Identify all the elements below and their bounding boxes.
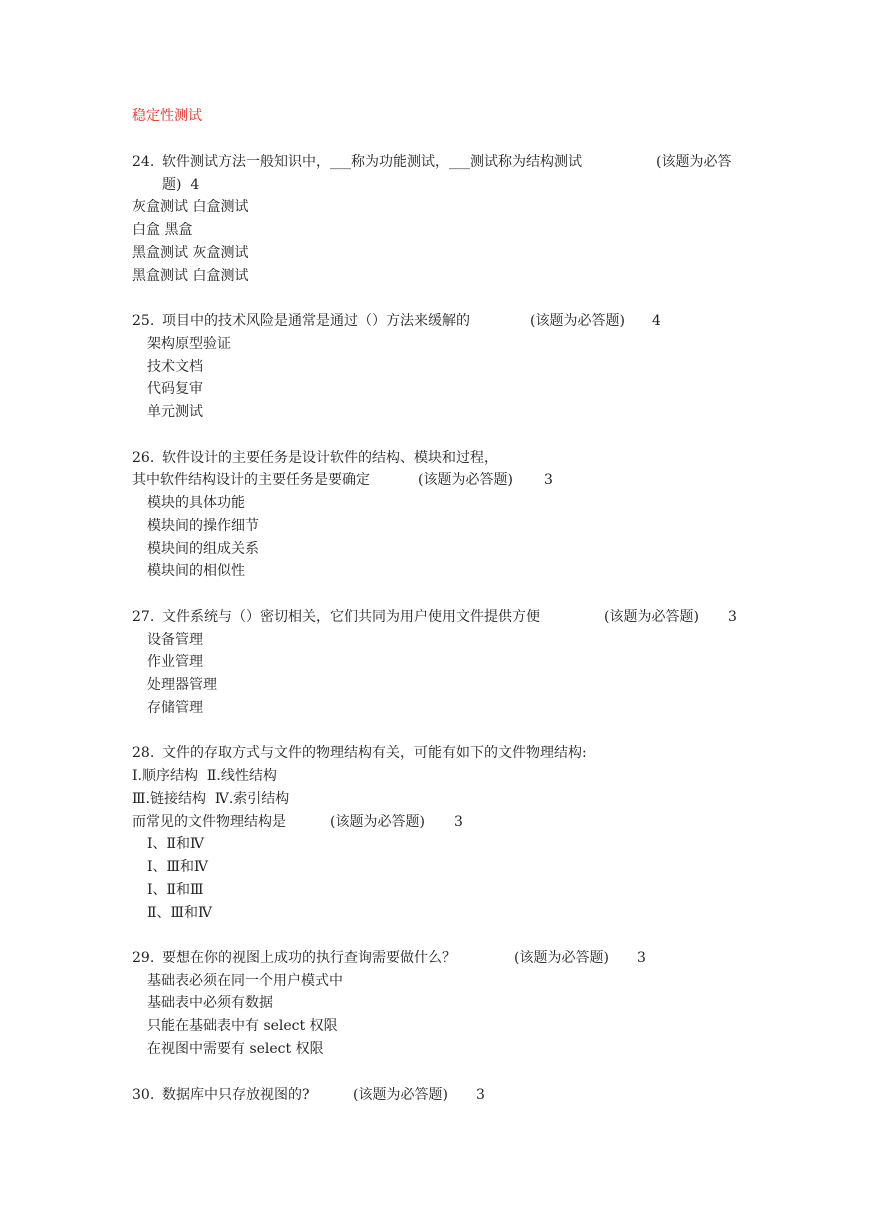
required-tag-continued: 题) 4 [162, 177, 200, 193]
previous-answer: 稳定性测试 [132, 108, 202, 124]
required-tag: (该题为必答题) [353, 1087, 448, 1103]
option: 单元测试 [147, 404, 203, 420]
option: 基础表必须在同一个用户模式中 [147, 973, 343, 989]
question-number: 27. [132, 609, 155, 625]
question-text-continued: 其中软件结构设计的主要任务是要确定 [132, 472, 370, 488]
option: 技术文档 [147, 359, 203, 375]
required-tag: (该题为必答题) [604, 609, 699, 625]
option: 模块间的相似性 [147, 563, 245, 579]
required-tag: (该题为必答题) [514, 950, 609, 966]
option: 模块间的组成关系 [147, 541, 259, 557]
question-number: 30. [132, 1087, 155, 1103]
option: Ⅰ、Ⅱ和Ⅲ [147, 882, 204, 898]
question-number: 29. [132, 950, 155, 966]
required-tag: (该题为必答题) [330, 814, 425, 830]
option: 作业管理 [147, 654, 203, 670]
option: 代码复审 [147, 381, 203, 397]
question-text: 文件系统与（）密切相关，它们共同为用户使用文件提供方便 [162, 609, 540, 625]
option: 白盒 黑盒 [132, 222, 193, 238]
option: 黑盒测试 白盒测试 [132, 268, 249, 284]
question-score: 3 [476, 1087, 485, 1103]
option: 模块间的操作细节 [147, 518, 259, 534]
option: Ⅰ、Ⅱ和Ⅳ [147, 836, 205, 852]
option: 黑盒测试 灰盒测试 [132, 245, 249, 261]
option: Ⅰ、Ⅲ和Ⅳ [147, 859, 209, 875]
question-score: 3 [544, 472, 553, 488]
question-number: 25. [132, 313, 155, 329]
option: 设备管理 [147, 632, 203, 648]
question-text: 要想在你的视图上成功的执行查询需要做什么？ [162, 950, 456, 966]
option: 灰盒测试 白盒测试 [132, 199, 249, 215]
option: 基础表中必须有数据 [147, 995, 273, 1011]
question-text: 文件的存取方式与文件的物理结构有关，可能有如下的文件物理结构: [162, 745, 587, 761]
question-score: 3 [637, 950, 646, 966]
option: 只能在基础表中有 select 权限 [147, 1018, 338, 1034]
required-tag: (该题为必答题) [530, 313, 625, 329]
question-text: 软件设计的主要任务是设计软件的结构、模块和过程， [162, 450, 498, 466]
question-score: 4 [652, 313, 661, 329]
required-tag: (该题为必答 [656, 154, 732, 170]
structure-list-line: Ⅰ.顺序结构 Ⅱ.线性结构 [132, 768, 277, 784]
option: 架构原型验证 [147, 336, 231, 352]
option: 存储管理 [147, 700, 203, 716]
question-score: 3 [454, 814, 463, 830]
question-number: 24. [132, 154, 155, 170]
question-score: 3 [728, 609, 737, 625]
required-tag: (该题为必答题) [418, 472, 513, 488]
question-number: 26. [132, 450, 155, 466]
question-number: 28. [132, 745, 155, 761]
question-text: 软件测试方法一般知识中，___称为功能测试，___测试称为结构测试 [162, 154, 582, 170]
question-text: 项目中的技术风险是通常是通过（）方法来缓解的 [162, 313, 470, 329]
question-text: 数据库中只存放视图的? [162, 1087, 310, 1103]
option: 模块的具体功能 [147, 495, 245, 511]
option: Ⅱ、Ⅲ和Ⅳ [147, 905, 213, 921]
structure-list-line: Ⅲ.链接结构 Ⅳ.索引结构 [132, 791, 290, 807]
question-text-continued: 而常见的文件物理结构是 [132, 814, 286, 830]
option: 处理器管理 [147, 677, 217, 693]
option: 在视图中需要有 select 权限 [147, 1041, 324, 1057]
